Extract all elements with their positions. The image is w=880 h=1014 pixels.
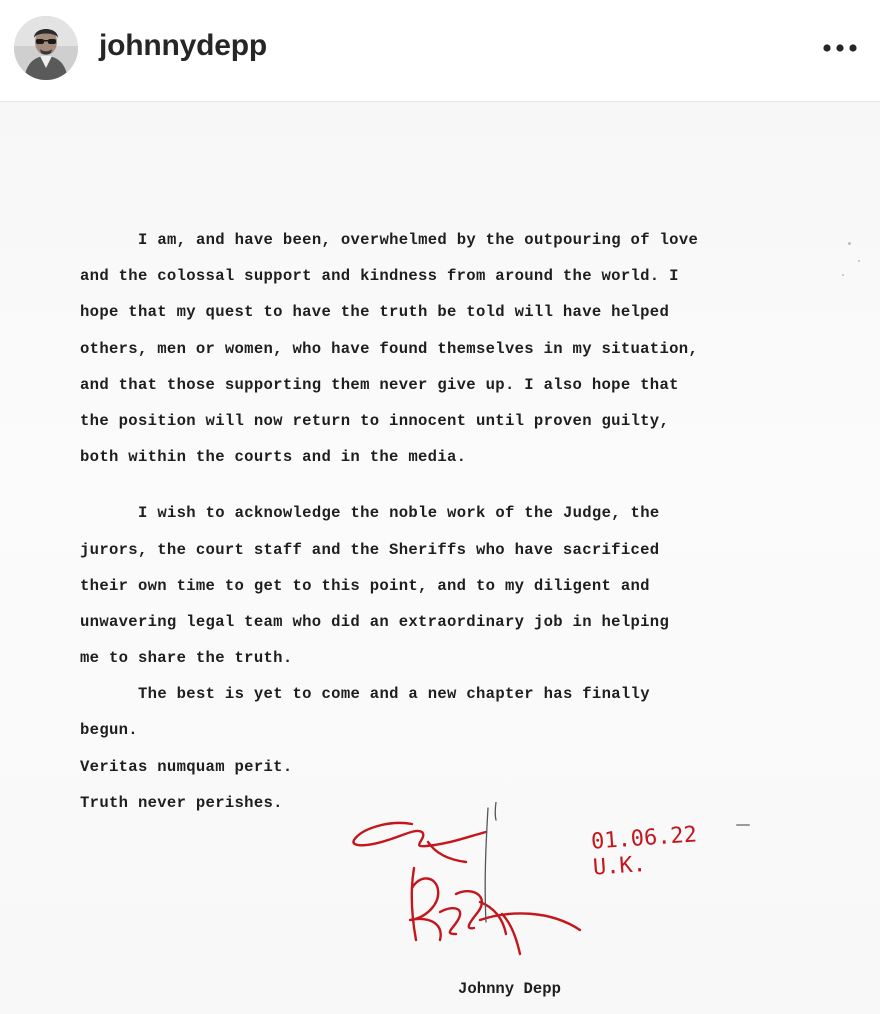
signer-name: Johnny Depp (458, 980, 561, 998)
letter-line: both within the courts and in the media. (80, 448, 467, 467)
letter-line: Truth never perishes. (80, 793, 283, 812)
paper-speck (858, 260, 860, 262)
more-options-icon (822, 43, 858, 53)
avatar[interactable] (14, 16, 78, 80)
letter-line: begun. (80, 721, 138, 740)
letter-line: and the colossal support and kindness from around the world. I (80, 267, 679, 286)
letter-line: unwavering legal team who did an extraordinary job in helping (80, 612, 670, 631)
letter-line: I wish to acknowledge the noble work of the Judge, the (138, 504, 660, 523)
letter-line: The best is yet to come and a new chapter has finally (138, 685, 650, 704)
paper-speck (848, 242, 851, 245)
letter-line: the position will now return to innocent until proven guilty, (80, 411, 670, 430)
handwritten-date-note (590, 822, 699, 881)
profile-photo-icon (14, 16, 78, 80)
letter-body (80, 222, 780, 821)
letter-line: others, men or women, who have found themselves in my situation, (80, 339, 699, 358)
letter-line: I am, and have been, overwhelmed by the outpouring of love (138, 231, 699, 249)
letter-line: Veritas numquam perit. (80, 757, 293, 776)
letter-line: me to share the truth. (80, 649, 293, 668)
date-note-date: 01.06.22 (590, 822, 698, 855)
letter-line: jurors, the court staff and the Sheriffs who have sacrificed (80, 540, 660, 559)
username[interactable]: johnnydepp (99, 29, 267, 62)
paper-speck (842, 274, 844, 276)
letter-line: and that those supporting them never give up. I also hope that (80, 375, 679, 394)
handwritten-signature (340, 802, 620, 972)
letter-line: hope that my quest to have the truth be told will have helped (80, 303, 670, 322)
paper-mark (736, 824, 750, 826)
more-options-button[interactable] (816, 30, 864, 66)
post-header (0, 0, 880, 102)
post-image[interactable] (0, 102, 880, 1014)
letter-line: their own time to get to this point, and to my diligent and (80, 576, 650, 595)
date-note-location: U.K. (592, 852, 647, 881)
